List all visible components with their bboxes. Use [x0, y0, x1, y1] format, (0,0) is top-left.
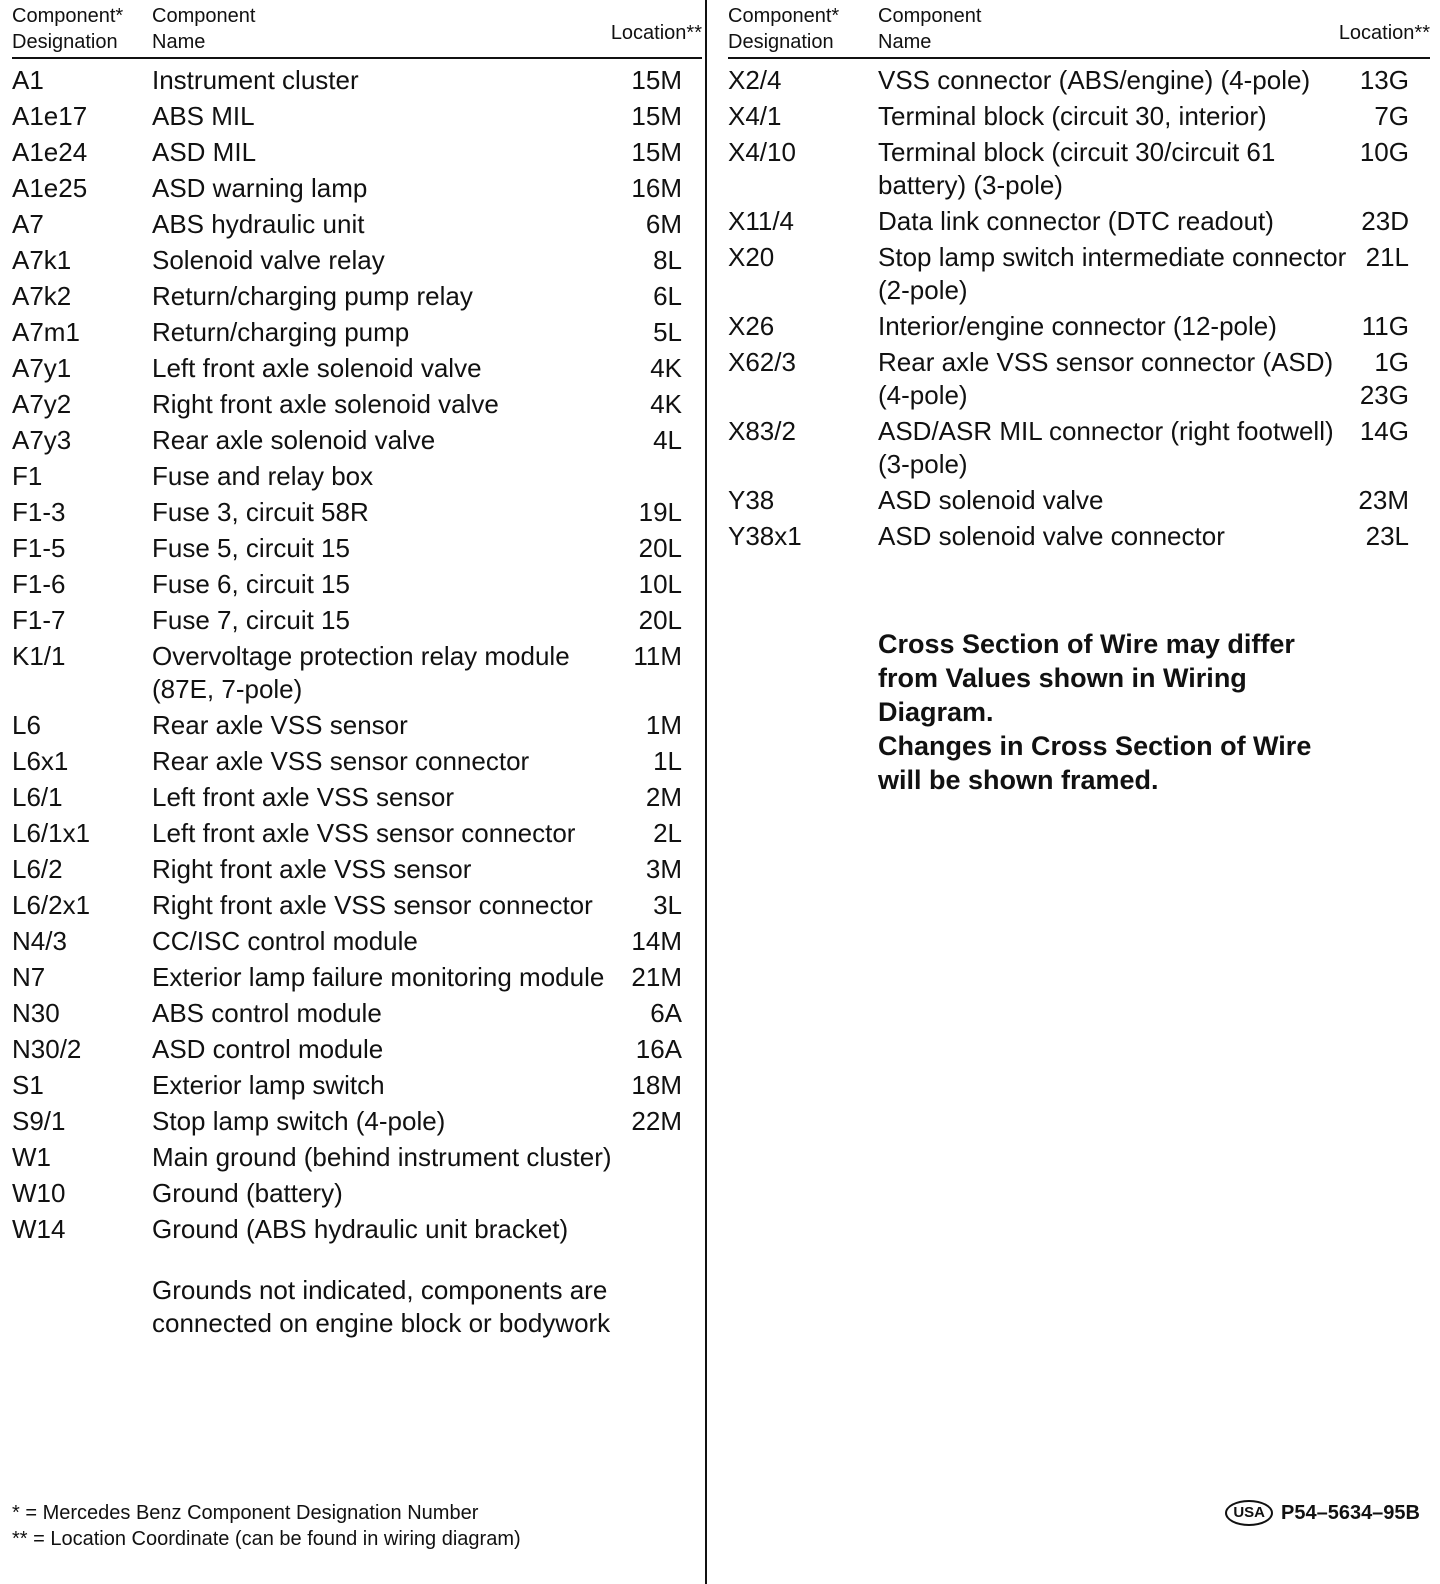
table-row	[12, 172, 702, 208]
component-name: Instrument cluster	[152, 65, 359, 95]
component-designation: Y38x1	[728, 521, 802, 551]
reference-code: P54–5634–95B	[1280, 1501, 1420, 1524]
component-name: Terminal block (circuit 30, interior)	[878, 101, 1267, 131]
component-name: Fuse 5, circuit 15	[152, 533, 350, 563]
component-location: 2L	[653, 818, 682, 848]
component-name: Return/charging pump relay	[152, 281, 473, 311]
component-location: 11G	[1361, 311, 1409, 341]
component-designation: L6/2	[12, 854, 63, 884]
table-header	[12, 0, 702, 59]
grounds-note: Grounds not indicated, components are connected on engine block or bodywork	[152, 1275, 611, 1338]
component-name: Rear axle solenoid valve	[152, 425, 436, 455]
table-header	[728, 0, 1430, 59]
component-location: 4L	[653, 425, 682, 455]
table-row	[12, 709, 702, 745]
component-name: Interior/engine connector (12-pole)	[878, 311, 1277, 341]
table-row	[12, 781, 702, 817]
component-location: 1G 23G	[1359, 347, 1409, 410]
component-name: Fuse 6, circuit 15	[152, 569, 350, 599]
header-location: Location**	[610, 22, 702, 44]
component-name: ASD solenoid valve connector	[878, 521, 1225, 551]
component-name: Fuse and relay box	[152, 461, 374, 491]
component-designation: S9/1	[12, 1106, 66, 1136]
table-row	[12, 532, 702, 568]
table-row	[728, 520, 1430, 556]
table-row	[12, 961, 702, 997]
component-designation: A1	[12, 65, 44, 95]
table-row	[12, 1213, 702, 1249]
component-designation: A7y3	[12, 425, 72, 455]
left-table-body	[12, 59, 702, 1249]
component-location: 23L	[1365, 521, 1409, 551]
footnote-location: ** = Location Coordinate (can be found in wiring diagram)	[12, 1528, 521, 1550]
component-location: 3M	[645, 854, 682, 884]
document-reference	[1225, 1500, 1420, 1526]
component-location: 20L	[638, 533, 682, 563]
component-name: ASD control module	[152, 1034, 384, 1064]
component-designation: Y38	[728, 485, 775, 515]
component-name: Right front axle VSS sensor	[152, 854, 472, 884]
component-designation: A1e24	[12, 137, 88, 167]
component-location: 19L	[638, 497, 682, 527]
table-row	[728, 136, 1430, 205]
table-row	[728, 346, 1430, 415]
table-row	[12, 817, 702, 853]
component-designation: F1-3	[12, 497, 66, 527]
component-designation: A1e25	[12, 173, 88, 203]
component-designation: F1	[12, 461, 43, 491]
table-row	[12, 280, 702, 316]
component-location: 3L	[653, 890, 682, 920]
usa-badge-icon: USA	[1225, 1500, 1273, 1526]
component-name: ABS MIL	[152, 101, 255, 131]
footnote-designation: * = Mercedes Benz Component Designation Number	[12, 1502, 479, 1524]
component-name: VSS connector (ABS/engine) (4-pole)	[878, 65, 1311, 95]
wire-note	[878, 627, 1358, 797]
table-row	[12, 100, 702, 136]
component-designation: N4/3	[12, 926, 67, 956]
table-row	[12, 496, 702, 532]
component-designation: A7y1	[12, 353, 72, 383]
component-designation: X26	[728, 311, 775, 341]
component-location: 5L	[653, 317, 682, 347]
component-location: 23M	[1358, 485, 1409, 515]
component-location: 6M	[645, 209, 682, 239]
component-designation: F1-5	[12, 533, 66, 563]
component-name: Overvoltage protection relay module (87E, 7-pole)	[152, 641, 570, 704]
table-row	[728, 310, 1430, 346]
component-location: 10L	[638, 569, 682, 599]
component-name: Fuse 3, circuit 58R	[152, 497, 369, 527]
component-location: 15M	[631, 101, 682, 131]
table-row	[12, 1105, 702, 1141]
component-name: ASD warning lamp	[152, 173, 368, 203]
component-designation: X2/4	[728, 65, 782, 95]
header-name: Component Name	[152, 5, 256, 53]
component-name: Exterior lamp failure monitoring module	[152, 962, 605, 992]
component-location: 20L	[638, 605, 682, 635]
component-designation: W1	[12, 1142, 51, 1172]
table-row	[12, 1069, 702, 1105]
component-name: Fuse 7, circuit 15	[152, 605, 350, 635]
component-location: 22M	[631, 1106, 682, 1136]
component-designation: X62/3	[728, 347, 796, 377]
component-designation: F1-6	[12, 569, 66, 599]
table-row	[12, 244, 702, 280]
table-row	[12, 745, 702, 781]
table-row	[12, 424, 702, 460]
component-name: Left front axle VSS sensor connector	[152, 818, 576, 848]
component-location: 23D	[1361, 206, 1409, 236]
component-location: 1M	[645, 710, 682, 740]
component-designation: A7k2	[12, 281, 72, 311]
component-location: 4K	[650, 389, 682, 419]
component-designation: X20	[728, 242, 775, 272]
component-name: ASD/ASR MIL connector (right footwell) (3-pole)	[878, 416, 1334, 479]
component-location: 7G	[1374, 101, 1409, 131]
component-designation: A7y2	[12, 389, 72, 419]
component-name: CC/ISC control module	[152, 926, 418, 956]
table-row	[728, 100, 1430, 136]
table-row	[728, 484, 1430, 520]
component-name: Ground (battery)	[152, 1178, 343, 1208]
component-name: Rear axle VSS sensor connector	[152, 746, 530, 776]
component-designation: L6x1	[12, 746, 69, 776]
table-row	[12, 853, 702, 889]
table-row	[12, 388, 702, 424]
component-designation: W14	[12, 1214, 66, 1244]
component-location: 2M	[645, 782, 682, 812]
table-row	[12, 352, 702, 388]
component-name: Stop lamp switch intermediate connector (2-pole)	[878, 242, 1347, 305]
component-designation: F1-7	[12, 605, 66, 635]
component-designation: N7	[12, 962, 46, 992]
left-column	[12, 0, 702, 1550]
component-location: 16M	[631, 173, 682, 203]
component-designation: X83/2	[728, 416, 796, 446]
component-name: Stop lamp switch (4-pole)	[152, 1106, 446, 1136]
component-location: 6L	[653, 281, 682, 311]
component-location: 18M	[631, 1070, 682, 1100]
component-designation: A7	[12, 209, 44, 239]
table-row	[12, 640, 702, 709]
component-location: 21M	[631, 962, 682, 992]
component-designation: N30/2	[12, 1034, 82, 1064]
component-name: Right front axle VSS sensor connector	[152, 890, 593, 920]
component-location: 10G	[1359, 137, 1409, 167]
component-location: 15M	[631, 65, 682, 95]
component-name: Right front axle solenoid valve	[152, 389, 499, 419]
component-location: 11M	[633, 641, 682, 671]
component-name: Solenoid valve relay	[152, 245, 385, 275]
table-row	[12, 136, 702, 172]
component-name: Exterior lamp switch	[152, 1070, 385, 1100]
component-designation: A7k1	[12, 245, 72, 275]
table-row	[12, 316, 702, 352]
table-row	[12, 64, 702, 100]
component-name: ASD solenoid valve	[878, 485, 1104, 515]
component-location: 4K	[650, 353, 682, 383]
table-row	[12, 460, 702, 496]
component-name: Main ground (behind instrument cluster)	[152, 1142, 612, 1172]
component-location: 1L	[653, 746, 682, 776]
component-name: Rear axle VSS sensor connector (ASD) (4-pole)	[878, 347, 1334, 410]
table-row	[728, 415, 1430, 484]
component-name: Rear axle VSS sensor	[152, 710, 408, 740]
component-designation: K1/1	[12, 641, 66, 671]
component-name: ASD MIL	[152, 137, 257, 167]
component-designation: A1e17	[12, 101, 88, 131]
header-designation: Component* Designation	[728, 5, 840, 53]
header-designation: Component* Designation	[12, 5, 124, 53]
table-row	[12, 1177, 702, 1213]
component-designation: N30	[12, 998, 60, 1028]
component-location: 21L	[1365, 242, 1409, 272]
table-row	[12, 925, 702, 961]
wire-note-line2: Changes in Cross Section of Wire will be shown framed.	[878, 731, 1312, 795]
component-designation: X4/1	[728, 101, 782, 131]
component-location: 14G	[1359, 416, 1409, 446]
header-location: Location**	[1338, 22, 1430, 44]
component-designation: X4/10	[728, 137, 796, 167]
component-name: ABS control module	[152, 998, 382, 1028]
table-row	[12, 208, 702, 244]
component-designation: X11/4	[728, 206, 795, 236]
table-row	[12, 997, 702, 1033]
table-row	[12, 889, 702, 925]
table-row	[728, 241, 1430, 310]
column-divider	[705, 0, 707, 1584]
table-row	[12, 604, 702, 640]
component-name: Left front axle solenoid valve	[152, 353, 482, 383]
component-designation: S1	[12, 1070, 44, 1100]
component-name: Return/charging pump	[152, 317, 410, 347]
component-designation: A7m1	[12, 317, 80, 347]
table-row	[728, 205, 1430, 241]
component-location: 8L	[653, 245, 682, 275]
component-designation: L6/1	[12, 782, 63, 812]
component-name: Terminal block (circuit 30/circuit 61 battery) (3-pole)	[878, 137, 1276, 200]
component-location: 16A	[635, 1034, 682, 1064]
component-name: ABS hydraulic unit	[152, 209, 365, 239]
component-designation: L6	[12, 710, 41, 740]
component-location: 15M	[631, 137, 682, 167]
component-designation: L6/2x1	[12, 890, 91, 920]
table-row	[12, 1141, 702, 1177]
table-row	[728, 64, 1430, 100]
component-designation: W10	[12, 1178, 66, 1208]
component-name: Ground (ABS hydraulic unit bracket)	[152, 1214, 569, 1244]
component-location: 6A	[650, 998, 682, 1028]
component-name: Data link connector (DTC readout)	[878, 206, 1274, 236]
component-name: Left front axle VSS sensor	[152, 782, 455, 812]
header-name: Component Name	[878, 5, 982, 53]
component-location: 14M	[631, 926, 682, 956]
right-column	[728, 0, 1430, 795]
component-designation: L6/1x1	[12, 818, 91, 848]
right-table-body	[728, 59, 1430, 556]
table-row	[12, 568, 702, 604]
component-location: 13G	[1359, 65, 1409, 95]
wire-note-line1: Cross Section of Wire may differ from Values shown in Wiring Diagram.	[878, 629, 1295, 727]
table-row	[12, 1033, 702, 1069]
